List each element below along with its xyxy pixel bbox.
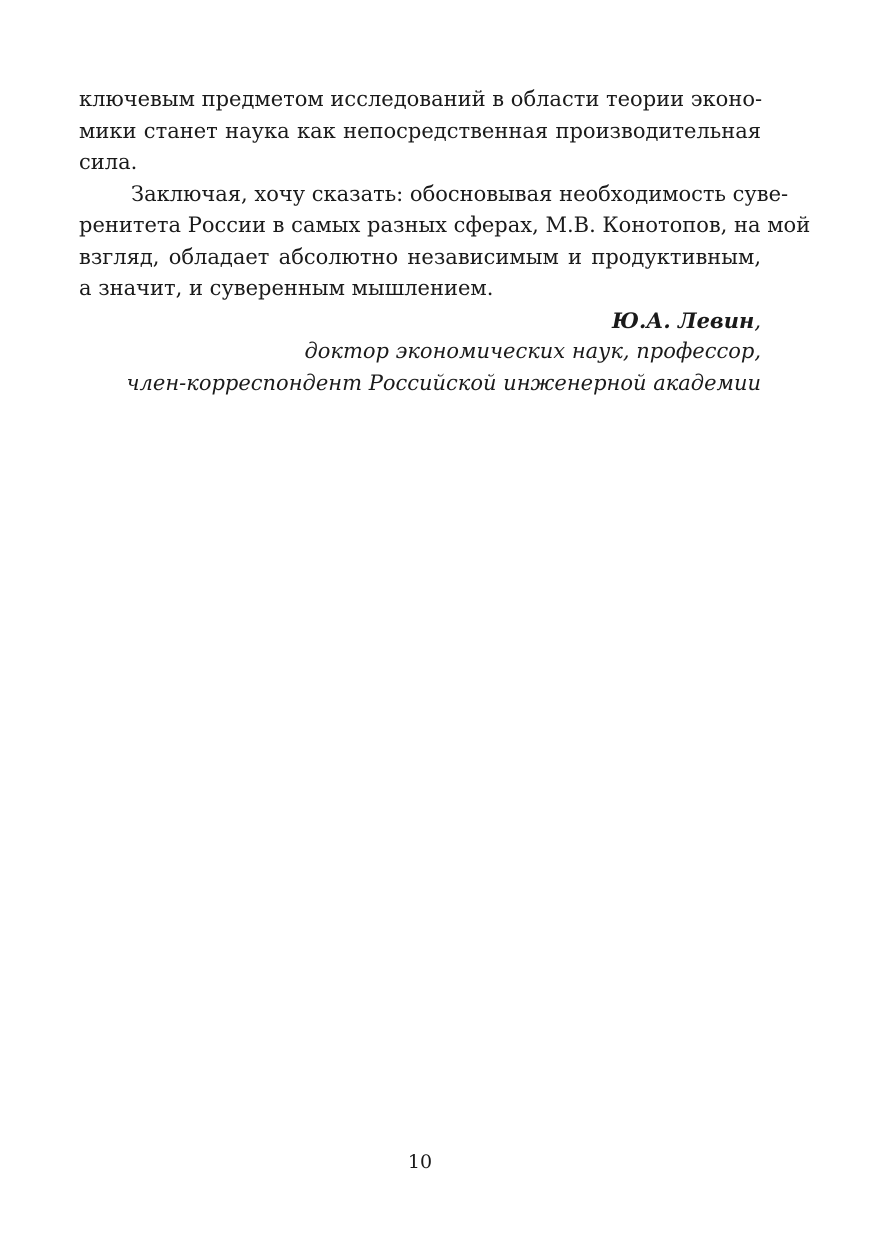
author-name: Ю.А. Левин: [611, 307, 755, 333]
body-text: [79, 84, 811, 399]
paragraph-1-line-2: мики станет наука как непосредственная производительная: [79, 118, 761, 143]
paragraph-2-line-3: взгляд, обладает абсолютно независимым и продуктивным,: [79, 244, 761, 269]
author-name-suffix: ,: [754, 308, 761, 333]
paragraph-2-line-4: а значит, и суверенным мышлением.: [79, 276, 494, 300]
paragraph-1-line-3: сила.: [79, 150, 138, 174]
signature-title-1: доктор экономических наук, профессор,: [304, 339, 761, 363]
page-number: 10: [407, 1151, 433, 1173]
signature-title-2: член-корреспондент Российской инженерной академии: [126, 370, 761, 395]
paragraph-2-line-2: ренитета России в самых разных сферах, М.В. Конотопов, на мой: [79, 213, 811, 237]
signature-name: [79, 305, 761, 337]
paragraph-1-line-1: ключевым предметом исследований в области теории эконо-: [79, 87, 763, 111]
paragraph-2-line-1: Заключая, хочу сказать: обосновывая необходимость суве-: [131, 181, 789, 206]
